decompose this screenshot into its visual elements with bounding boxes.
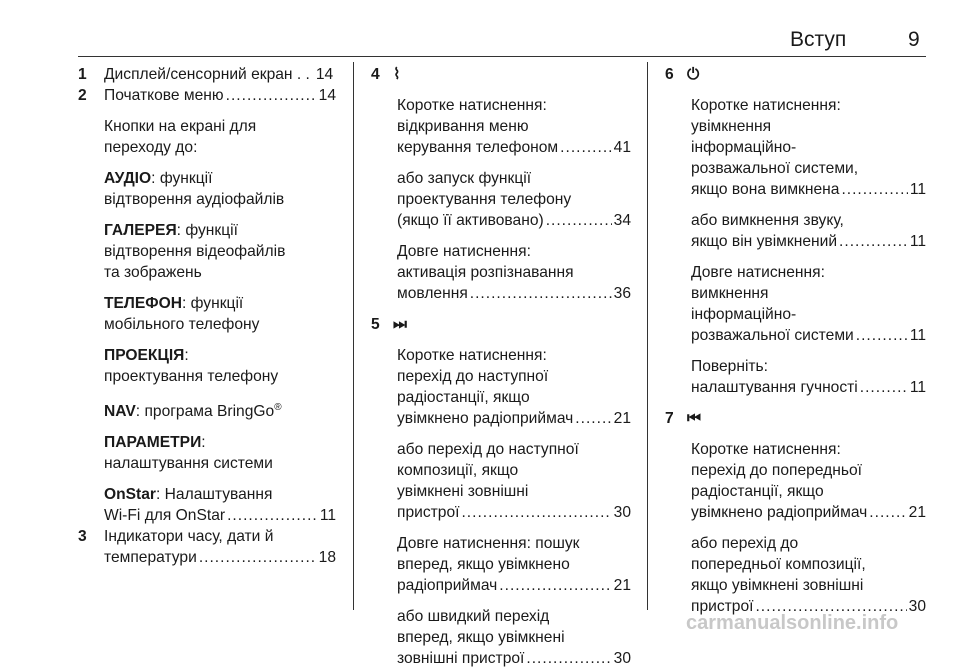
page-header-title: Вступ bbox=[790, 28, 847, 51]
page-number: 9 bbox=[908, 28, 920, 51]
gallery-desc: ГАЛЕРЕЯ: функції відтворення відеофайлів та зображень bbox=[104, 222, 286, 281]
item-number: 5 bbox=[371, 316, 380, 333]
intro-text: Кнопки на екрані для переходу до: bbox=[104, 118, 257, 156]
audio-desc: АУДІО: функції відтворення аудіофайлів bbox=[104, 170, 285, 208]
item-number: 3 bbox=[78, 528, 87, 546]
onstar-desc: OnStar: Налаштування Wi-Fi для OnStar ..... 11 bbox=[104, 484, 336, 526]
item-3: 3 Індикатори часу, дати й температури ..... 18 bbox=[78, 526, 336, 568]
item-number: 7 bbox=[665, 410, 674, 427]
item-7: 7 ⏮ Коротке натиснення: перехід до попередньої радіостанції, якщо увімкнено радіоприймач ..... 21 або перехід до попередньої композиції, якщо увімкнені зовнішні пристрої ..... 30 bbox=[665, 408, 926, 617]
projection-desc: ПРОЕКЦІЯ: проектування телефону bbox=[104, 347, 279, 385]
phone-desc: ТЕЛЕФОН: функції мобільного телефону bbox=[104, 295, 260, 333]
watermark: carmanualsonline.info bbox=[686, 612, 899, 634]
item-number: 4 bbox=[371, 66, 380, 83]
item-1: 1 Дисплей/сенсорний екран . . 14 bbox=[78, 66, 334, 83]
column-2 bbox=[371, 64, 631, 669]
item-number: 6 bbox=[665, 66, 674, 83]
settings-desc: ПАРАМЕТРИ: налаштування системи bbox=[104, 434, 273, 473]
item-5: 5 ⏭ Коротке натиснення: перехід до наступної радіостанції, якщо увімкнено радіоприймач ..... 21 або перехід до наступної композиції, якщо увімкнені зовнішні пристрої ..... 30 Довге натиснення: пошук вперед, якщо увімкнено радіоприймач ..... 21 або швидкий перехід вперед, якщо увімкнені зовнішні пристрої ..... 30 bbox=[371, 314, 631, 669]
item-6: 6 ⏻ Коротке натиснення: увімкнення інформаційно- розважальної системи, якщо вона вимкнена ..... 11 або вимкнення звуку, якщо він увімкнений ..... 11 Довге натиснення: вимкнення інформаційно- розважальної системи ..... 11 Поверніть: налаштування гучності ..... 11 bbox=[665, 64, 926, 398]
item-number: 2 bbox=[78, 87, 87, 104]
next-track-icon: ⏭ bbox=[393, 316, 408, 333]
item-number: 1 bbox=[78, 66, 87, 83]
item-2: 2 Початкове меню ..... 14 Кнопки на екрані для переходу до: АУДІО: функції відтворення аудіофайлів ГАЛЕРЕЯ: функції відтворення відеофайлів та зображень ТЕЛЕФОН: функції мобільного телефону ПРОЕКЦІЯ: проектування телефону NAV: програма BringGo® ПАРАМЕТРИ: налаштування системи OnStar: Налаштування Wi-Fi для OnStar ..... 11 bbox=[78, 85, 336, 526]
column-1 bbox=[78, 64, 336, 568]
previous-track-icon: ⏮ bbox=[687, 410, 702, 427]
phone-icon: ⌇ bbox=[393, 66, 401, 83]
column-3 bbox=[665, 64, 926, 617]
nav-desc: NAV: програма BringGo® bbox=[104, 402, 282, 421]
header-rule bbox=[78, 56, 926, 57]
item-4: 4 ⌇ Коротке натиснення: відкривання меню керування телефоном ..... 41 або запуск функції проектування телефону (якщо її активовано) ..... 34 Довге натиснення: активація розпізнавання мовлення ..... 36 bbox=[371, 64, 631, 304]
column-divider-1 bbox=[353, 62, 354, 610]
column-divider-2 bbox=[647, 62, 648, 610]
power-icon: ⏻ bbox=[687, 66, 700, 83]
